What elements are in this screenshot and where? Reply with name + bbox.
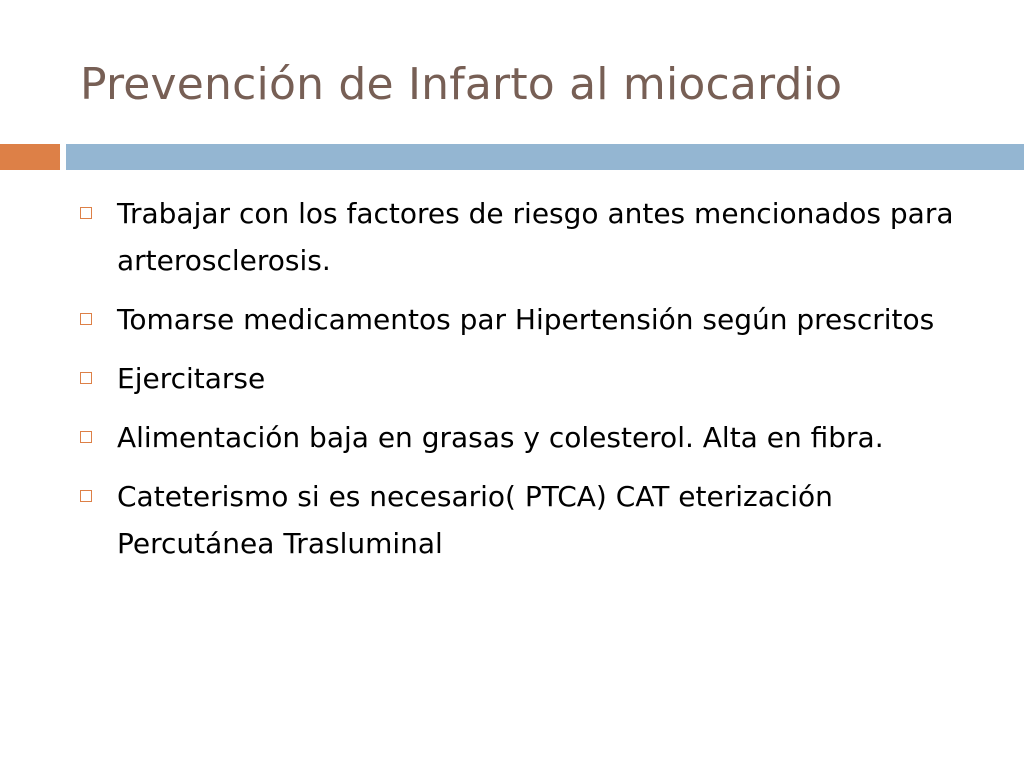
bullet-text: Cateterismo si es necesario( PTCA) CAT eterización Percutánea Trasluminal — [117, 480, 833, 560]
square-bullet-icon — [80, 431, 92, 443]
square-bullet-icon — [80, 490, 92, 502]
square-bullet-icon — [80, 207, 92, 219]
square-bullet-icon — [80, 313, 92, 325]
square-bullet-icon — [80, 372, 92, 384]
bullet-list — [80, 190, 980, 579]
bullet-text: Alimentación baja en grasas y colesterol. Alta en fibra. — [117, 421, 884, 454]
accent-bar-orange — [0, 144, 60, 170]
bullet-text: Tomarse medicamentos par Hipertensión según prescritos — [117, 303, 935, 336]
accent-bar-blue — [66, 144, 1024, 170]
bullet-text: Ejercitarse — [117, 362, 266, 395]
bullet-item — [80, 296, 980, 343]
bullet-item — [80, 473, 980, 567]
bullet-item — [80, 355, 980, 402]
bullet-text: Trabajar con los factores de riesgo antes mencionados para arterosclerosis. — [117, 197, 954, 277]
slide-title: Prevención de Infarto al miocardio — [80, 59, 843, 110]
bullet-item — [80, 190, 980, 284]
bullet-item — [80, 414, 980, 461]
